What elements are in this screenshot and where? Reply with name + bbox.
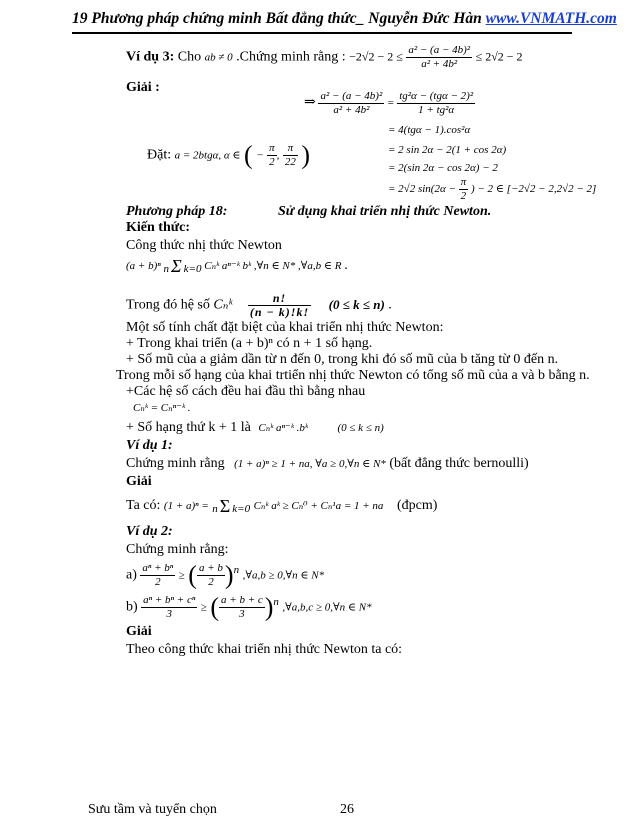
binomial-lhs: (a + b)ⁿ	[126, 260, 161, 272]
term-k-range: (0 ≤ k ≤ n)	[337, 422, 384, 434]
part-a-rhs	[197, 562, 225, 589]
binomial-term: Cₙᵏ aⁿ⁻ᵏ bᵏ ,∀n ∈ N* ,∀a,b ∈ R	[204, 260, 342, 272]
interval-b-num: π	[283, 142, 298, 156]
solution-line-5b: ) − 2 ∈	[470, 183, 504, 196]
coef-den: (n − k)!k!	[249, 305, 310, 319]
property-intro: Một số tính chất đặt biệt của khai triển nhị thức Newton:	[126, 320, 444, 335]
header-title: 19 Phương pháp chứng minh Bất đẳng thức_ Nguyễn Đức Hàn	[72, 10, 486, 27]
example1-formula: (1 + a)ⁿ ≥ 1 + na, ∀a ≥ 0,∀n ∈ N*	[234, 458, 386, 470]
page-number: 26	[340, 802, 354, 817]
interval-b	[283, 142, 298, 169]
paren-close-b: )	[264, 592, 274, 622]
solution-den-2: 1 + tg²α	[418, 104, 455, 116]
coef-line	[126, 292, 392, 319]
part-a-num2: a + b	[198, 562, 223, 574]
property-4: +Các hệ số cách đều hai đầu thì bằng nhau	[126, 384, 366, 399]
ex1sol-lhs: (1 + a)ⁿ =	[163, 500, 209, 513]
header-site-link[interactable]: www.VNMATH.com	[485, 10, 617, 27]
example2-part-b	[126, 594, 372, 621]
example2-label: Ví dụ 2:	[126, 524, 173, 539]
ge-symbol-a: ≥	[178, 569, 185, 582]
term-k-line	[126, 420, 384, 436]
coef-frac-wrap	[236, 291, 315, 319]
pi-num: π	[460, 176, 467, 188]
property-1: + Trong khai triển (a + b)ⁿ có n + 1 số hạng.	[126, 336, 373, 351]
part-a-label: a)	[126, 567, 137, 583]
solution-num-2: tg²α − (tgα − 2)²	[399, 90, 474, 102]
kien-thuc-heading: Kiến thức:	[126, 220, 191, 235]
substitution: a = 2btgα, α ∈	[174, 149, 241, 162]
term-k-formula: Cₙᵏ aⁿ⁻ᵏ .bᵏ	[258, 422, 308, 434]
property-2: + Số mũ của a giảm dần từ n đến 0, trong khi đó số mũ của b tăng từ 0 đến n.	[126, 352, 559, 367]
substitution-line: Đặt: a = 2btgα, α ∈ ( − $\frac{\pi}{2}$ , $\frac{\pi}{22}$ )	[147, 140, 311, 170]
example2-part-a	[126, 562, 324, 589]
header-rule	[72, 32, 572, 34]
solution-line-5	[388, 176, 596, 203]
exp-b: n	[273, 596, 279, 609]
example3-prove: .Chứng minh rằng :	[236, 49, 346, 65]
interval-b-den: 22	[284, 156, 296, 168]
solution-frac-2	[397, 90, 475, 117]
example3-label: Ví dụ 3:	[126, 49, 175, 65]
coef-end: .	[388, 297, 392, 313]
exp-a: n	[233, 564, 240, 577]
part-a-den2: 2	[208, 576, 214, 588]
example1-solution	[126, 498, 437, 514]
part-b-den2: 3	[239, 608, 245, 620]
part-b-num: aⁿ + bⁿ + cⁿ	[143, 594, 196, 606]
last-line: Theo công thức khai triển nhị thức Newton ta có:	[126, 642, 403, 657]
page-header	[72, 10, 617, 28]
part-b-lhs	[141, 594, 197, 621]
solution-interval: [−2√2 − 2,2√2 − 2]	[506, 183, 597, 196]
part-a-den: 2	[155, 576, 161, 588]
solution-line-4: = 2(sin 2α − cos 2α) − 2	[388, 162, 498, 174]
cong-thuc-label: Công thức nhị thức Newton	[126, 238, 282, 253]
part-b-num2: a + b + c	[221, 594, 263, 606]
interval-a-num: π	[269, 142, 275, 154]
solution-line-1	[304, 90, 475, 117]
example1-note: (bất đẳng thức bernoulli)	[389, 456, 529, 471]
equals-symbol: =	[387, 97, 395, 110]
coef-symbol: Cₙᵏ	[213, 297, 233, 313]
solution-frac-1	[318, 90, 384, 117]
part-a-lhs	[140, 562, 175, 589]
paren-close-a: )	[224, 560, 234, 590]
coef-num: n!	[248, 292, 311, 306]
pi-den: 2	[460, 190, 467, 202]
giai-heading-3: Giải	[126, 624, 152, 639]
example1-line	[126, 456, 529, 472]
part-b-rhs	[219, 594, 265, 621]
part-a-num: aⁿ + bⁿ	[142, 562, 174, 574]
example3-rhs: ≤ 2√2 − 2	[475, 49, 523, 64]
example3-cho: Cho	[177, 49, 202, 65]
example1-text: Chứng minh rằng	[126, 456, 225, 471]
interval-a-den: 2	[269, 156, 275, 168]
paren-open-b: (	[210, 592, 220, 622]
example3-cond: ab ≠ 0	[204, 51, 233, 64]
coef-intro: Trong đó hệ số	[126, 297, 210, 313]
solution-line-2: = 4(tgα − 1).cos²α	[388, 124, 471, 136]
dpcm: (đpcm)	[396, 498, 438, 514]
solution-den-1: a² + 4b²	[333, 104, 370, 116]
left-paren: (	[244, 140, 253, 170]
sum2-top: n	[212, 503, 218, 515]
implies-symbol: ⇒	[304, 95, 316, 111]
footer-left: Sưu tầm và tuyển chọn	[88, 802, 217, 817]
method-18-label: Phương pháp 18:	[126, 204, 228, 219]
example3-lhs: −2√2 − 2 ≤	[349, 49, 403, 64]
ge-symbol-b: ≥	[200, 601, 207, 614]
interval-a	[267, 142, 277, 169]
giai-heading-2: Giải	[126, 474, 152, 489]
example3-fraction	[406, 44, 472, 71]
example2-text: Chứng minh rằng:	[126, 542, 229, 557]
term-k-text: + Số hạng thứ k + 1 là	[126, 420, 251, 435]
giai-heading-1: Giải :	[126, 80, 160, 95]
symmetry-formula: Cₙᵏ = Cₙⁿ⁻ᵏ .	[133, 402, 191, 414]
solution-line-5a: = 2√2 sin(2α −	[388, 183, 456, 196]
dat-label: Đặt:	[147, 147, 172, 163]
solution-pi-half	[459, 176, 469, 203]
part-b-label: b)	[126, 599, 138, 615]
ta-co-label: Ta có:	[126, 498, 161, 514]
part-b-den: 3	[166, 608, 172, 620]
example1-label: Ví dụ 1:	[126, 438, 173, 453]
example3-num: a² − (a − 4b)²	[408, 44, 471, 56]
binomial-formula	[126, 256, 348, 277]
sum-symbol: n Σ k=0	[163, 256, 202, 277]
coef-frac	[248, 292, 311, 319]
ex1sol-rhs: Cₙᵏ aᵏ ≥ Cₙ⁰ + Cₙ¹a = 1 + na	[253, 500, 384, 513]
example3-den: a² + 4b²	[421, 58, 458, 70]
sum-bottom: k=0	[183, 263, 202, 276]
part-a-cond: ,∀a,b ≥ 0,∀n ∈ N*	[242, 569, 325, 582]
solution-num-1: a² − (a − 4b)²	[320, 90, 383, 102]
coef-range: (0 ≤ k ≤ n)	[328, 296, 385, 312]
right-paren: )	[301, 140, 311, 170]
paren-open-a: (	[188, 560, 197, 590]
method-18-title: Sử dụng khai triển nhị thức Newton.	[278, 204, 492, 219]
example3-line	[126, 44, 523, 71]
sum-symbol-2: n Σ k=0	[212, 496, 251, 516]
sum2-bottom: k=0	[232, 503, 251, 515]
solution-line-3: = 2 sin 2α − 2(1 + cos 2α)	[388, 144, 507, 156]
part-b-cond: ,∀a,b,c ≥ 0,∀n ∈ N*	[282, 601, 372, 614]
sum-top: n	[163, 263, 169, 276]
binomial-end: .	[344, 258, 348, 273]
property-3: Trong mỗi số hạng của khai trtiển nhị thức Newton có tổng số mũ của a và b bằng n.	[116, 368, 590, 383]
